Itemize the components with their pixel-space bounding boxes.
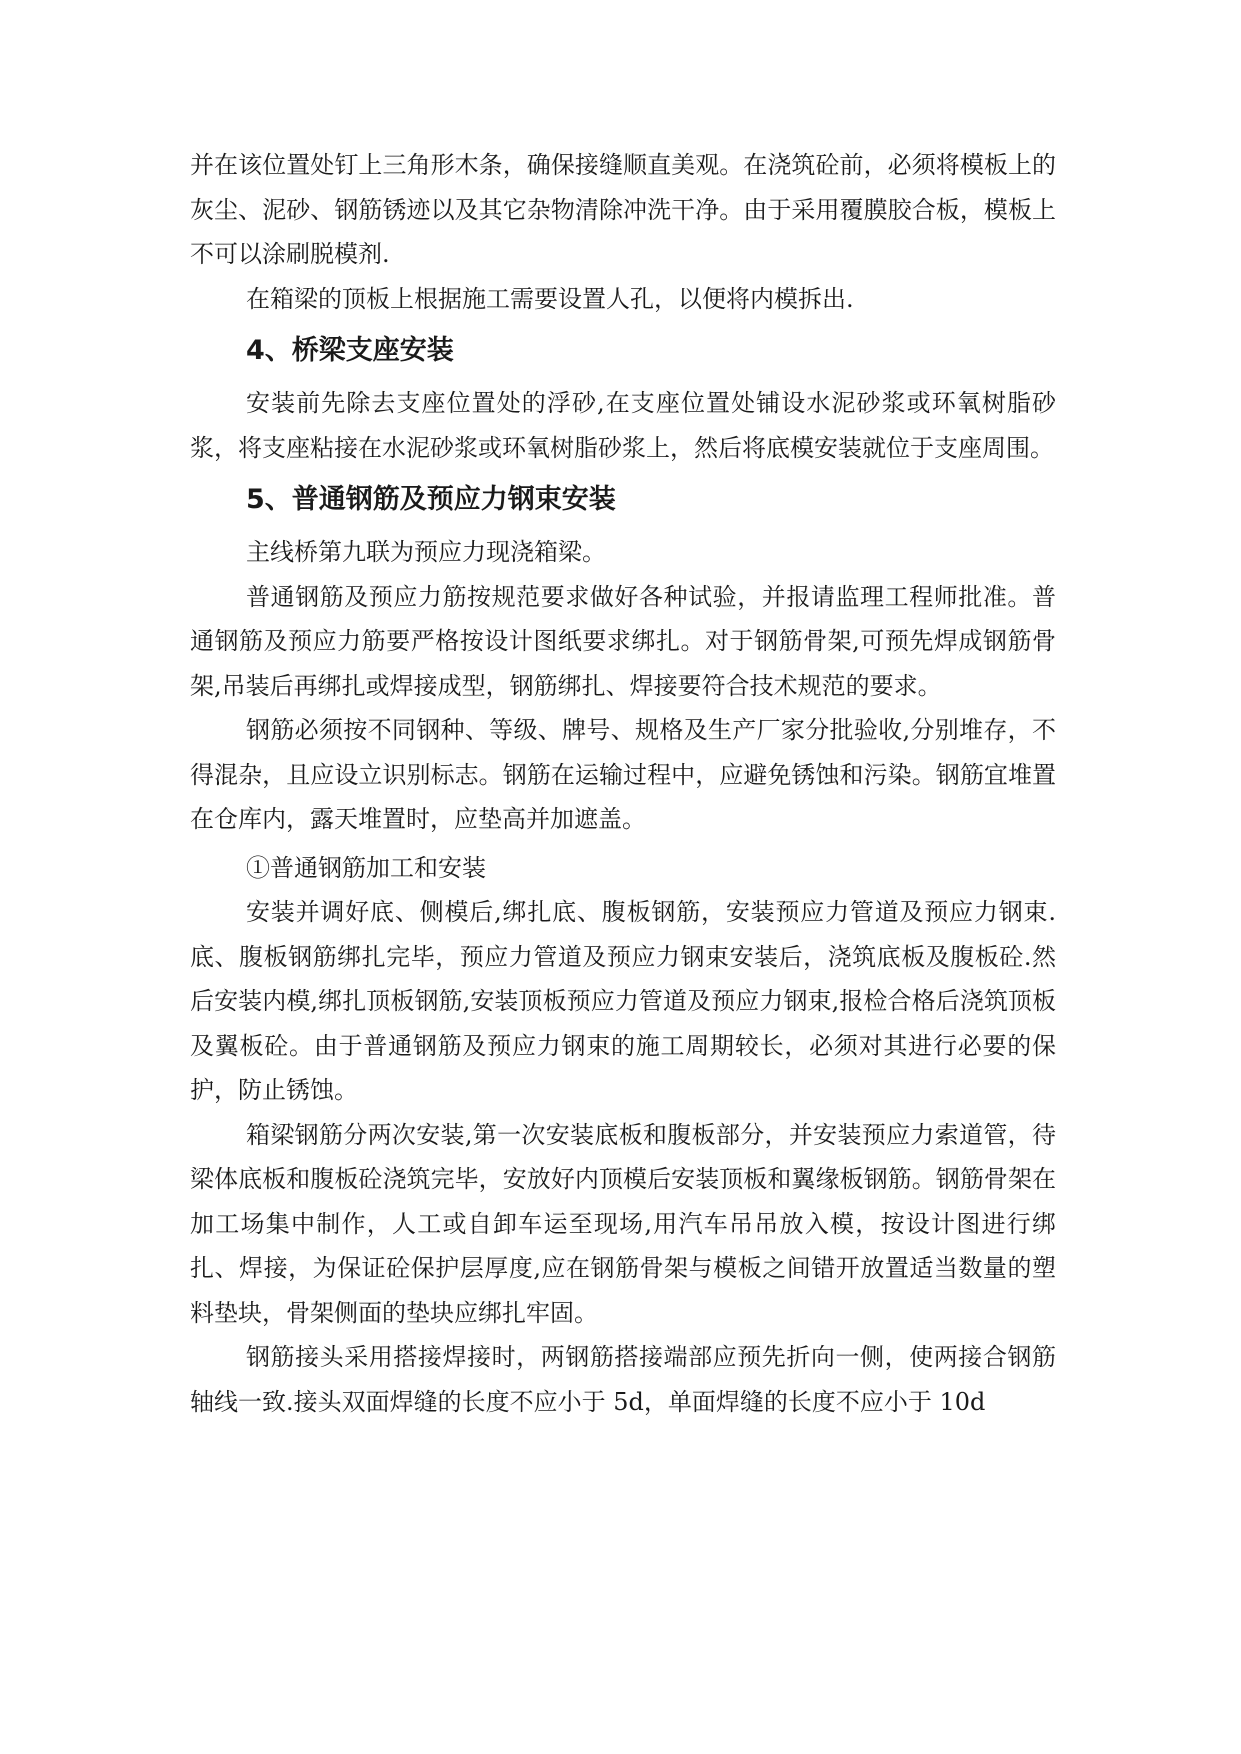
heading-rebar-installation: 5、普通钢筋及预应力钢束安装 (246, 484, 616, 515)
paragraph-manhole: 在箱梁的顶板上根据施工需要设置人孔，以便将内模拆出. (246, 284, 854, 313)
paragraph-rebar-storage: 钢筋必须按不同钢种、等级、牌号、规格及生产厂家分批验收,分别堆存，不得混杂，且应设立识别标志。钢筋在运输过程中，应避免锈蚀和污染。钢筋宜堆置在仓库内，露天堆置时，应垫高并加遮盖。 (190, 716, 1056, 833)
paragraph-lap-welding: 钢筋接头采用搭接焊接时，两钢筋搭接端部应预先折向一侧，使两接合钢筋轴线一致.接头双面焊缝的长度不应小于 5d，单面焊缝的长度不应小于 10d (190, 1343, 1056, 1416)
heading-bearing-installation: 4、桥梁支座安装 (246, 335, 454, 366)
paragraph-box-girder-rebar: 箱梁钢筋分两次安装,第一次安装底板和腹板部分，并安装预应力索道管，待梁体底板和腹板砼浇筑完毕，安放好内顶模后安装顶板和翼缘板钢筋。钢筋骨架在加工场集中制作，人工或自卸车运至现场,用汽车吊吊放入模，按设计图进行绑扎、焊接，为保证砼保护层厚度,应在钢筋骨架与模板之间错开放置适当数量的塑料垫块，骨架侧面的垫块应绑扎牢固。 (190, 1120, 1056, 1327)
paragraph-formwork-joint: 并在该位置处钉上三角形木条，确保接缝顺直美观。在浇筑砼前，必须将模板上的灰尘、泥砂、钢筋锈迹以及其它杂物清除冲洗干净。由于采用覆膜胶合板，模板上不可以涂刷脱模剂. (190, 151, 1056, 268)
paragraph-installation-sequence: 安装并调好底、侧模后,绑扎底、腹板钢筋，安装预应力管道及预应力钢束.底、腹板钢筋绑扎完毕，预应力管道及预应力钢束安装后，浇筑底板及腹板砼.然后安装内模,绑扎顶板钢筋,安装顶板预应力管道及预应力钢束,报检合格后浇筑顶板及翼板砼。由于普通钢筋及预应力钢束的施工周期较长，必须对其进行必要的保护，防止锈蚀。 (190, 898, 1056, 1104)
paragraph-rebar-testing: 普通钢筋及预应力筋按规范要求做好各种试验，并报请监理工程师批准。普通钢筋及预应力筋要严格按设计图纸要求绑扎。对于钢筋骨架,可预先焊成钢筋骨架,吊装后再绑扎或焊接成型，钢筋绑扎、焊接要符合技术规范的要求。 (190, 582, 1056, 700)
document-body (190, 143, 1056, 1424)
paragraph-ninth-span: 主线桥第九联为预应力现浇箱梁。 (246, 538, 606, 566)
paragraph-bearing: 安装前先除去支座位置处的浮砂,在支座位置处铺设水泥砂浆或环氧树脂砂浆，将支座粘接在水泥砂浆或环氧树脂砂浆上，然后将底模安装就位于支座周围。 (190, 389, 1056, 462)
subheading-rebar-processing: ①普通钢筋加工和安装 (246, 853, 486, 882)
